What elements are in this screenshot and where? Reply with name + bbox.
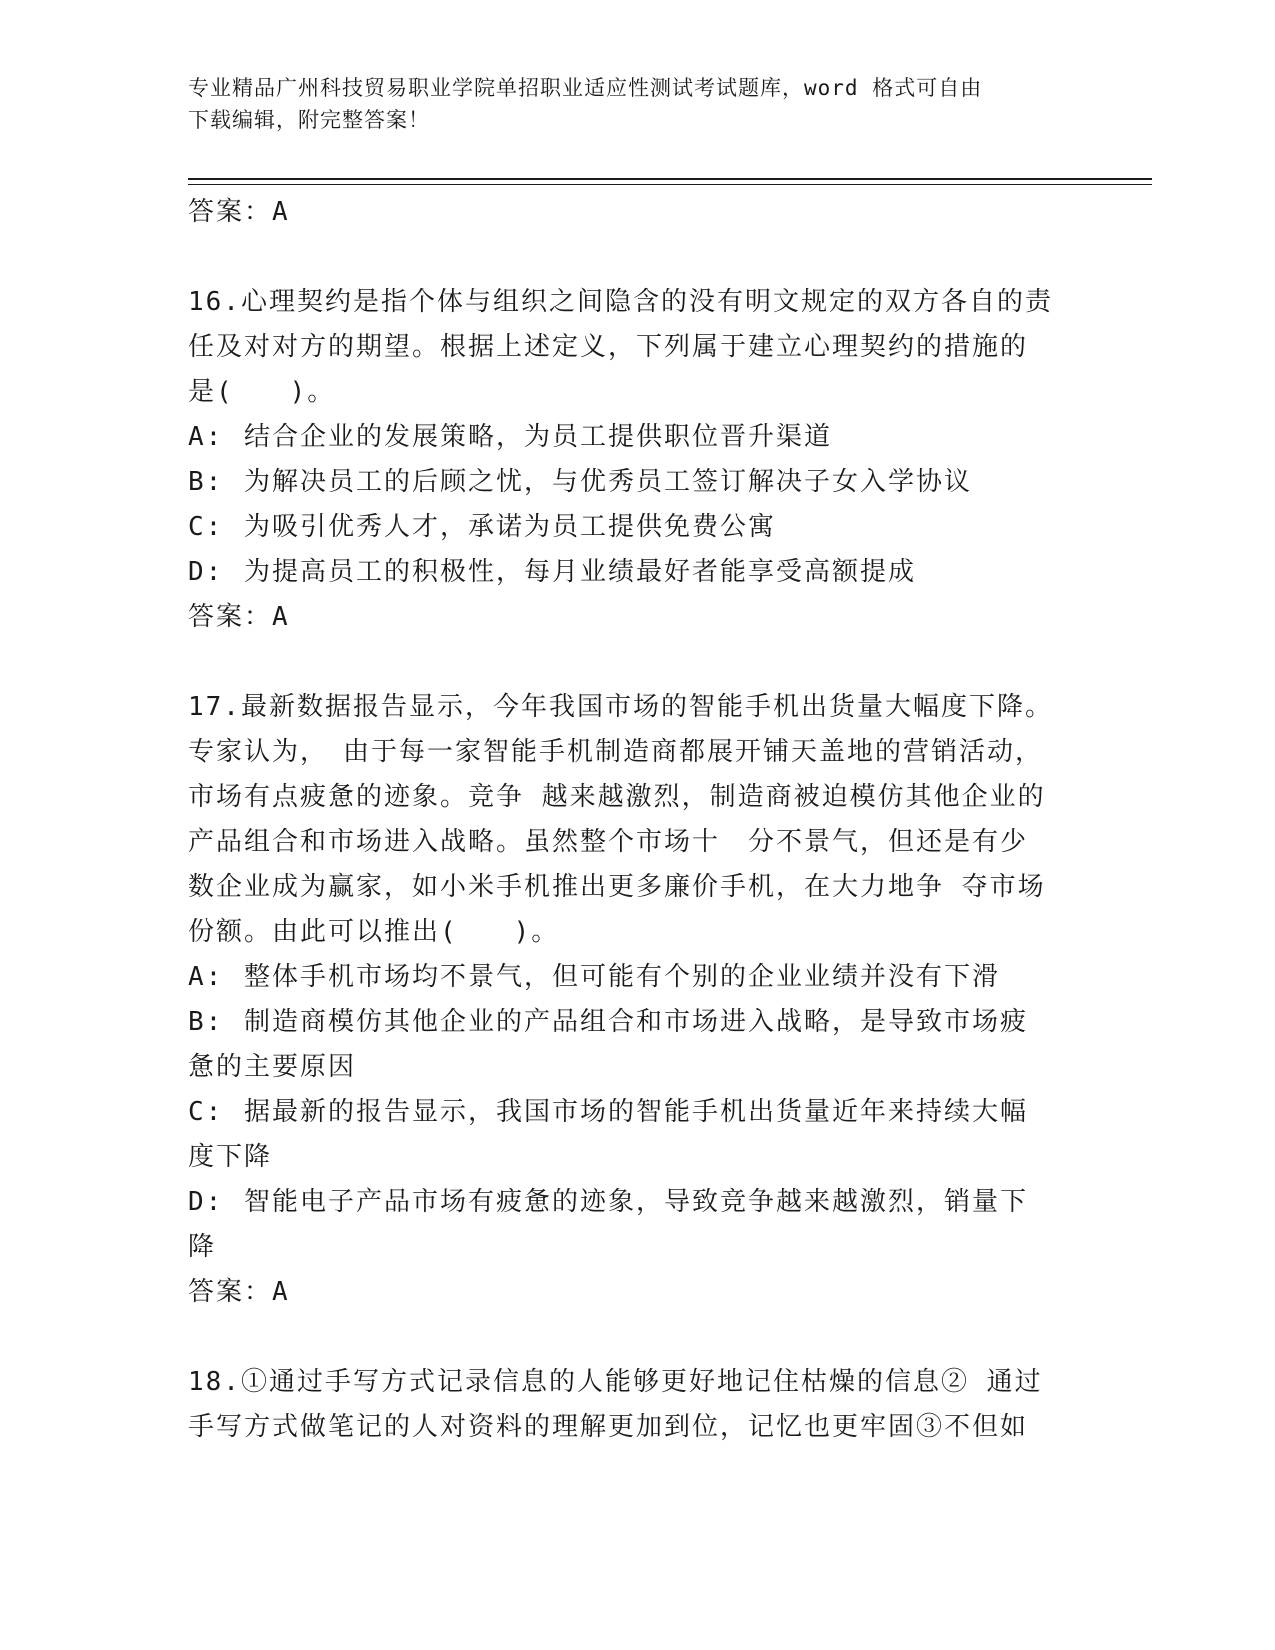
question-stem-line: 数企业成为赢家，如小米手机推出更多廉价手机，在大力地争 夺市场 [188, 872, 1046, 902]
question-stem-line: 是( )。 [188, 377, 336, 407]
question-stem-line: 18.①通过手写方式记录信息的人能够更好地记住枯燥的信息② 通过 [188, 1367, 1043, 1397]
option-d: D: 智能电子产品市场有疲惫的迹象，导致竞争越来越激烈，销量下 [188, 1187, 1029, 1217]
header-line: 下载编辑，附完整答案！ [188, 108, 430, 132]
option-b: B: 为解决员工的后顾之忧，与优秀员工签订解决子女入学协议 [188, 467, 973, 497]
question-stem-line: 市场有点疲惫的迹象。竞争 越来越激烈，制造商被迫模仿其他企业的 [188, 782, 1046, 812]
option-c: C: 为吸引优秀人才，承诺为员工提供免费公寓 [188, 512, 777, 542]
option-d-continuation: 降 [188, 1232, 217, 1262]
page-header [188, 72, 1068, 136]
answer-label: 答案： [188, 1277, 273, 1307]
answer-label: 答案： [188, 197, 273, 227]
header-divider-thin [188, 184, 1152, 185]
question-stem-line: 专家认为， 由于每一家智能手机制造商都展开铺天盖地的营销活动， [188, 737, 1044, 767]
answer-value: A [272, 602, 290, 632]
answer-line [188, 190, 1078, 235]
option-b-continuation: 惫的主要原因 [188, 1052, 357, 1082]
question-stem-line: 份额。由此可以推出( )。 [188, 917, 560, 947]
question-stem-line: 产品组合和市场进入战略。虽然整个市场十 分不景气，但还是有少 [188, 827, 1029, 857]
option-b: B: 制造商模仿其他企业的产品组合和市场进入战略，是导致市场疲 [188, 1007, 1029, 1037]
option-a: A: 结合企业的发展策略，为员工提供职位晋升渠道 [188, 422, 833, 452]
question-stem-line: 手写方式做笔记的人对资料的理解更加到位，记忆也更牢固③不但如 [188, 1412, 1029, 1442]
header-divider [188, 178, 1152, 180]
option-c: C: 据最新的报告显示，我国市场的智能手机出货量近年来持续大幅 [188, 1097, 1029, 1127]
answer-line [188, 595, 1078, 640]
question-stem-line: 任及对对方的期望。根据上述定义，下列属于建立心理契约的措施的 [188, 332, 1029, 362]
answer-line [188, 1270, 1078, 1315]
option-d: D: 为提高员工的积极性，每月业绩最好者能享受高额提成 [188, 557, 917, 587]
answer-label: 答案： [188, 602, 273, 632]
answer-value: A [272, 197, 290, 227]
question-18 [188, 1360, 1078, 1450]
question-stem-line: 17.最新数据报告显示，今年我国市场的智能手机出货量大幅度下降。 [188, 692, 1053, 722]
document-body [188, 190, 1078, 1450]
question-stem-line: 16.心理契约是指个体与组织之间隐含的没有明文规定的双方各自的责 [188, 287, 1053, 317]
question-17 [188, 685, 1078, 1315]
answer-value: A [272, 1277, 290, 1307]
header-line: 专业精品广州科技贸易职业学院单招职业适应性测试考试题库，word 格式可自由 [188, 76, 983, 100]
option-a: A: 整体手机市场均不景气，但可能有个别的企业业绩并没有下滑 [188, 962, 1001, 992]
question-16 [188, 280, 1078, 640]
option-c-continuation: 度下降 [188, 1142, 273, 1172]
